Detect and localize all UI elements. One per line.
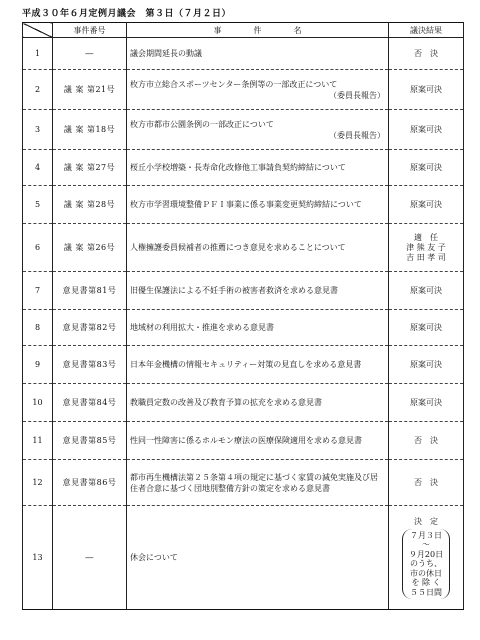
row-item-title bbox=[127, 186, 389, 224]
row-item-title bbox=[127, 224, 389, 272]
result-text: 否 決 bbox=[414, 478, 438, 487]
row-case-number: 意見書第82号 bbox=[53, 310, 127, 346]
row-index: 11 bbox=[23, 422, 53, 460]
row-item-title bbox=[127, 460, 389, 506]
row-result bbox=[389, 70, 464, 110]
table-row bbox=[23, 150, 464, 186]
row-item-text: 旧優生保護法による不妊手術の被害者救済を求める意見書 bbox=[130, 286, 338, 295]
row-result bbox=[389, 506, 464, 610]
result-text: 原案可決 bbox=[410, 398, 442, 407]
row-index: 4 bbox=[23, 150, 53, 186]
row-case-number: 意見書第83号 bbox=[53, 346, 127, 384]
table-row bbox=[23, 110, 464, 150]
result-text: 否 決 bbox=[414, 436, 438, 445]
row-item-title bbox=[127, 310, 389, 346]
row-index: 8 bbox=[23, 310, 53, 346]
result-detail-line: ～ bbox=[422, 540, 430, 550]
row-item-text: 枚方市都市公園条例の一部改正について bbox=[130, 119, 274, 129]
row-result bbox=[389, 346, 464, 384]
row-result bbox=[389, 224, 464, 272]
row-index: 2 bbox=[23, 70, 53, 110]
result-detail-bracket bbox=[402, 529, 450, 600]
row-case-number: 議 案 第28号 bbox=[53, 186, 127, 224]
header-corner-cell bbox=[23, 23, 53, 38]
row-item-text: 日本年金機構の情報セキュリティー対策の見直しを求める意見書 bbox=[130, 360, 362, 369]
header-result: 議決結果 bbox=[389, 23, 464, 38]
row-item-title bbox=[127, 384, 389, 422]
result-text: 原案可決 bbox=[410, 360, 442, 369]
row-item-text: 枚方市立総合スポーツセンター条例等の一部改正について bbox=[130, 79, 338, 89]
row-item-text: 枚方市学習環境整備ＰＦＩ事業に係る事業変更契約締結について bbox=[130, 200, 362, 209]
result-detail-line: のうち、 bbox=[410, 559, 442, 569]
result-name: 津 熊 友 子 bbox=[406, 243, 446, 252]
row-item-note: （委員長報告） bbox=[329, 90, 385, 100]
table-row bbox=[23, 224, 464, 272]
row-item-text: 性同一性障害に係るホルモン療法の医療保険適用を求める意見書 bbox=[130, 436, 362, 445]
row-index: 9 bbox=[23, 346, 53, 384]
row-item-title bbox=[127, 422, 389, 460]
row-item-text: 人権擁護委員候補者の推薦につき意見を求めることについて bbox=[130, 243, 346, 252]
row-index: 13 bbox=[23, 506, 53, 610]
table-row bbox=[23, 310, 464, 346]
row-item-text: 桜丘小学校増築・長寿命化改修他工事請負契約締結について bbox=[130, 163, 346, 172]
row-item-text: 休会について bbox=[130, 553, 178, 562]
table-row bbox=[23, 70, 464, 110]
row-item-title bbox=[127, 150, 389, 186]
row-index: 3 bbox=[23, 110, 53, 150]
result-text: 原案可決 bbox=[410, 286, 442, 295]
table-row bbox=[23, 460, 464, 506]
result-text: 原案可決 bbox=[410, 125, 442, 134]
result-detail-line: ５５日間 bbox=[410, 587, 442, 597]
document-title: 平成３０年６月定例月議会 第３日（７月２日） bbox=[22, 9, 232, 19]
result-detail-line: ９月20日 bbox=[408, 549, 444, 559]
row-index: 10 bbox=[23, 384, 53, 422]
row-item-title bbox=[127, 70, 389, 110]
table-row bbox=[23, 422, 464, 460]
row-result bbox=[389, 110, 464, 150]
row-item-text: 議会期間延長の動議 bbox=[130, 49, 202, 58]
table-row bbox=[23, 346, 464, 384]
agenda-rows bbox=[23, 38, 464, 610]
result-text: 原案可決 bbox=[410, 85, 442, 94]
row-case-number: 意見書第85号 bbox=[53, 422, 127, 460]
row-result bbox=[389, 384, 464, 422]
row-item-title bbox=[127, 38, 389, 70]
row-result bbox=[389, 272, 464, 310]
row-result bbox=[389, 186, 464, 224]
table-row bbox=[23, 38, 464, 70]
row-result bbox=[389, 310, 464, 346]
row-index: 1 bbox=[23, 38, 53, 70]
result-text: 原案可決 bbox=[410, 323, 442, 332]
result-text: 原案可決 bbox=[410, 200, 442, 209]
row-item-title bbox=[127, 506, 389, 610]
table-row bbox=[23, 186, 464, 224]
row-result bbox=[389, 38, 464, 70]
row-item-title bbox=[127, 346, 389, 384]
row-index: 7 bbox=[23, 272, 53, 310]
result-text: 適 任 bbox=[414, 233, 438, 242]
row-case-number: 意見書第81号 bbox=[53, 272, 127, 310]
result-detail-line: を 除 く bbox=[411, 578, 441, 588]
row-item-text: 地域材の利用拡大・推進を求める意見書 bbox=[130, 323, 274, 332]
result-names bbox=[392, 243, 460, 263]
row-item-text: 教職員定数の改善及び教育予算の拡充を求める意見書 bbox=[130, 398, 322, 407]
row-item-text: 都市再生機構法第２５条第４項の規定に基づく家賃の減免実施及び居住者合意に基づく団地別整備方針の策定を求める意見書 bbox=[130, 472, 378, 493]
row-result bbox=[389, 460, 464, 506]
row-case-number: 議 案 第26号 bbox=[53, 224, 127, 272]
result-detail-line: 市の休日 bbox=[410, 568, 442, 578]
row-case-number: 議 案 第21号 bbox=[53, 70, 127, 110]
table-row bbox=[23, 384, 464, 422]
row-result bbox=[389, 422, 464, 460]
table-row bbox=[23, 506, 464, 610]
row-item-title bbox=[127, 272, 389, 310]
result-text: 原案可決 bbox=[410, 163, 442, 172]
row-case-number: ― bbox=[53, 38, 127, 70]
row-index: 12 bbox=[23, 460, 53, 506]
row-case-number: 議 案 第27号 bbox=[53, 150, 127, 186]
result-name: 吉 田 孝 司 bbox=[406, 253, 446, 262]
row-case-number: 議 案 第18号 bbox=[53, 110, 127, 150]
agenda-table bbox=[22, 22, 464, 610]
row-case-number: 意見書第86号 bbox=[53, 460, 127, 506]
result-detail-line: ７月３日 bbox=[410, 530, 442, 540]
result-text: 決 定 bbox=[414, 516, 438, 526]
row-item-note: （委員長報告） bbox=[329, 130, 385, 140]
header-number: 事件番号 bbox=[53, 23, 127, 38]
row-case-number: 意見書第84号 bbox=[53, 384, 127, 422]
header-item: 事 件 名 bbox=[127, 23, 389, 38]
row-item-title bbox=[127, 110, 389, 150]
row-result bbox=[389, 150, 464, 186]
table-header-row bbox=[23, 23, 464, 38]
row-index: 5 bbox=[23, 186, 53, 224]
row-index: 6 bbox=[23, 224, 53, 272]
table-row bbox=[23, 272, 464, 310]
result-text: 否 決 bbox=[414, 49, 438, 58]
row-case-number: ― bbox=[53, 506, 127, 610]
